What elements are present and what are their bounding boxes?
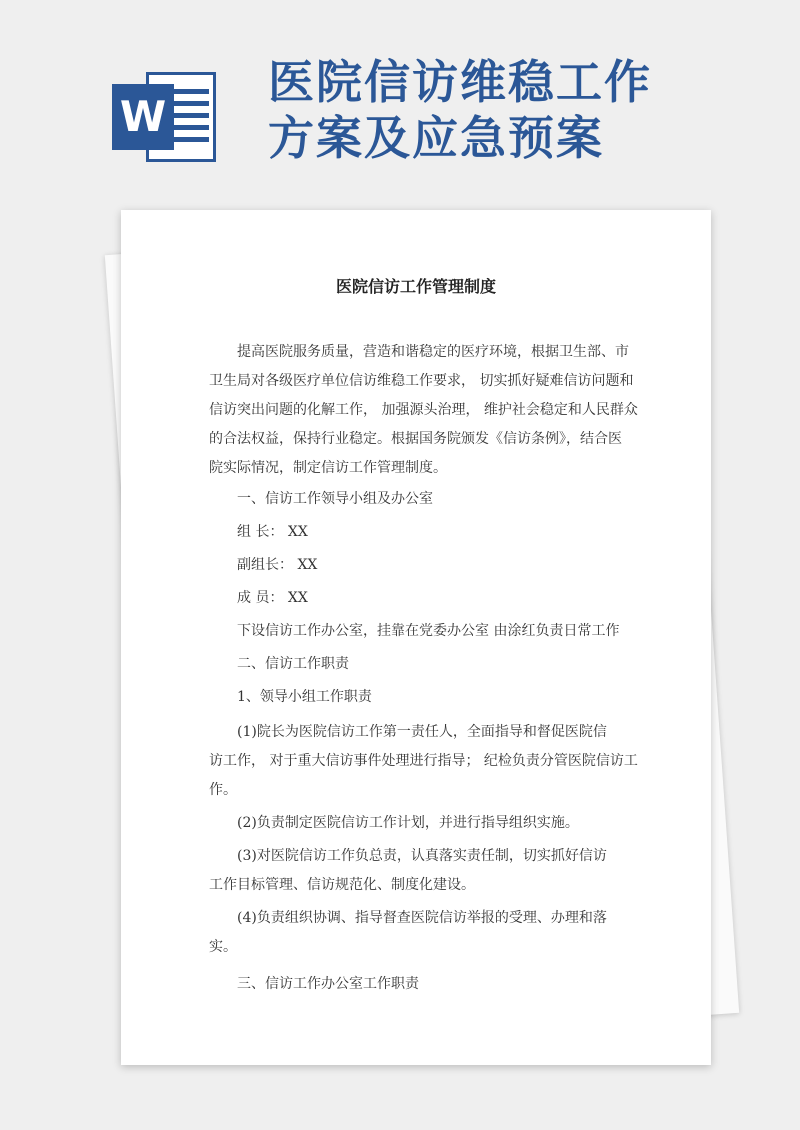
document-page (121, 210, 711, 1065)
members-line: 成 员： XX (237, 590, 308, 606)
sub-1-heading: 1、领导小组工作职责 (237, 689, 372, 705)
duty-1-line: (1)院长为医院信访工作第一责任人，全面指导和督促医院信 (237, 724, 607, 740)
intro-paragraph (209, 338, 638, 483)
office-note: 下设信访工作办公室，挂靠在党委办公室 由涂红负责日常工作 (237, 623, 620, 639)
leader-line: 组 长： XX (237, 524, 308, 540)
intro-line: 的合法权益，保持行业稳定。根据国务院颁发《信访条例》，结合医 (209, 431, 622, 447)
word-badge: W (112, 84, 174, 150)
duty-3 (209, 842, 607, 900)
duty-2 (209, 809, 601, 838)
word-document-icon (112, 72, 216, 162)
duty-2-line: (2)负责制定医院信访工作计划，并进行指导组织实施。 (237, 815, 579, 831)
banner (0, 0, 800, 200)
duty-1-line: 访工作， 对于重大信访事件处理进行指导； 纪检负责分管医院信访工 (209, 753, 638, 769)
duty-3-line: 工作目标管理、信访规范化、制度化建设。 (209, 877, 475, 893)
document-title: 医院信访工作管理制度 (335, 277, 496, 296)
duty-4-line: (4)负责组织协调、指导督查医院信访举报的受理、办理和落 (237, 910, 607, 926)
intro-line: 院实际情况，制定信访工作管理制度。 (209, 460, 447, 476)
banner-title-line-2: 方案及应急预案 (268, 111, 604, 165)
intro-line: 卫生局对各级医疗单位信访维稳工作要求， 切实抓好疑难信访问题和 (209, 373, 634, 389)
banner-title-line-1: 医院信访维稳工作 (268, 55, 652, 109)
section-3-heading: 三、信访工作办公室工作职责 (237, 976, 419, 992)
duty-1 (209, 718, 638, 805)
intro-line: 提高医院服务质量，营造和谐稳定的医疗环境，根据卫生部、市 (237, 344, 629, 360)
section-1-heading: 一、信访工作领导小组及办公室 (237, 491, 433, 507)
duty-4-line: 实。 (209, 939, 237, 955)
document-body (209, 338, 638, 1001)
duty-3-line: (3)对医院信访工作负总责，认真落实责任制，切实抓好信访 (237, 848, 607, 864)
deputy-line: 副组长： XX (237, 557, 318, 573)
duty-4 (209, 904, 607, 962)
section-2-heading: 二、信访工作职责 (237, 656, 349, 672)
banner-title (268, 54, 708, 166)
intro-line: 信访突出问题的化解工作， 加强源头治理， 维护社会稳定和人民群众 (209, 402, 638, 418)
duty-1-line: 作。 (209, 782, 237, 798)
